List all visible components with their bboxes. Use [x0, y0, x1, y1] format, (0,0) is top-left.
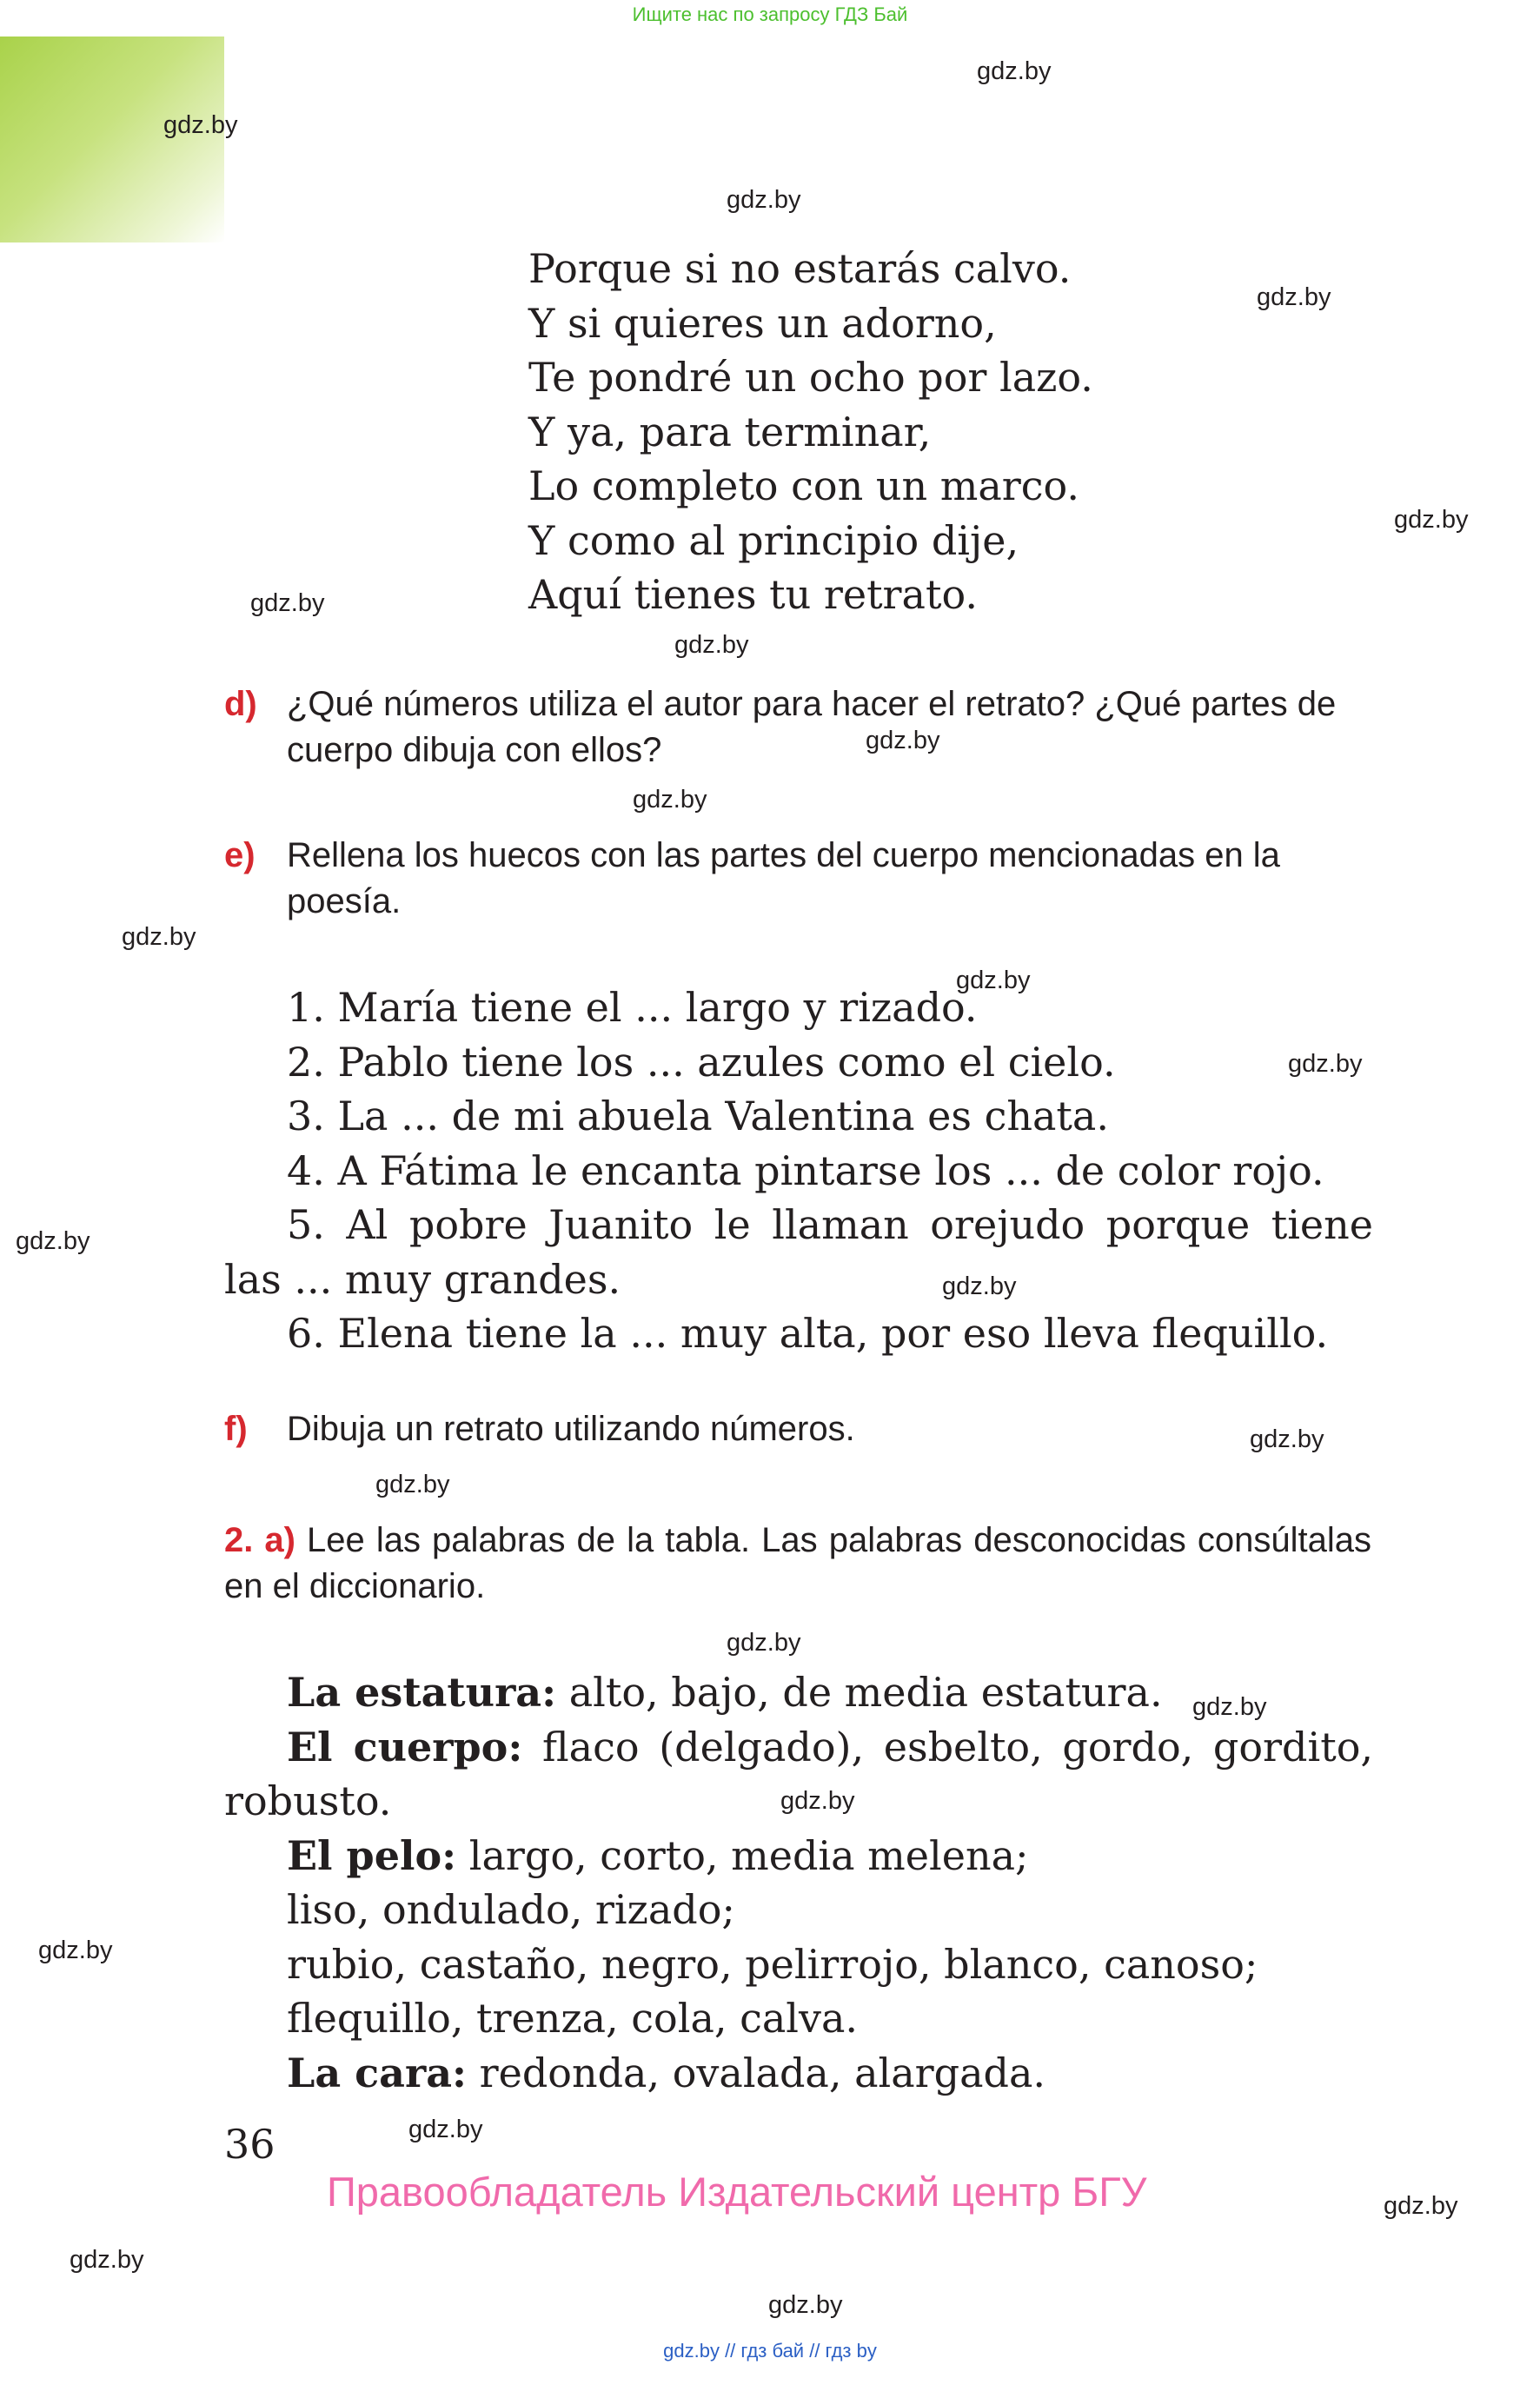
watermark: gdz.by [768, 2291, 843, 2319]
task-label: f) [224, 1410, 248, 1448]
vocab-term: El pelo: [287, 1831, 457, 1879]
vocab-words: flaco (delgado), esbelto, gordo, gordito, [542, 1723, 1374, 1770]
watermark: gdz.by [16, 1227, 90, 1255]
task-label: e) [224, 836, 256, 874]
poem-line: Te pondré un ocho por lazo. [528, 354, 1093, 401]
vocab-term: La cara: [287, 2049, 467, 2096]
poem-line: Porque si no estarás calvo. [528, 245, 1072, 292]
task-d [224, 681, 1371, 774]
watermark: gdz.by [1288, 1050, 1363, 1078]
watermark: gdz.by [375, 1471, 450, 1498]
watermark: gdz.by [1192, 1693, 1267, 1721]
watermark: gdz.by [408, 2116, 483, 2143]
list-item: 5. Al pobre Juanito le llaman orejudo porque tiene [287, 1201, 1373, 1248]
watermark: gdz.by [942, 1272, 1017, 1300]
task-text: Dibuja un retrato utilizando números. [287, 1410, 855, 1448]
list-item: 3. La ... de mi abuela Valentina es chata. [287, 1093, 1109, 1139]
watermark: gdz.by [38, 1937, 113, 1964]
poem-line: Y como al principio dije, [528, 516, 1019, 564]
watermark: gdz.by [70, 2246, 144, 2274]
task-label: d) [224, 685, 257, 723]
vocab-pelo-line: liso, ondulado, rizado; [287, 1886, 735, 1933]
copyright-holder: Правообладатель Издательский центр БГУ [327, 2169, 1147, 2215]
vocab-words: redonda, ovalada, alargada. [479, 2049, 1045, 2096]
watermark: gdz.by [1384, 2192, 1458, 2220]
watermark: gdz.by [780, 1787, 855, 1815]
vocab-pelo [224, 1829, 1373, 1883]
poem-line: Y ya, para terminar, [528, 408, 932, 455]
task-text: Rellena los huecos con las partes del cuerpo mencionadas en la poesía. [287, 836, 1280, 920]
poem-line: Aquí tienes tu retrato. [528, 571, 978, 618]
task-label: 2. a) [224, 1521, 295, 1559]
task-text: Lee las palabras de la tabla. Las palabras desconocidas consúltalas en el diccionario. [224, 1521, 1371, 1605]
footer-links[interactable]: gdz.by // гдз бай // гдз by [663, 2340, 877, 2362]
vocab-pelo-line: flequillo, trenza, cola, calva. [287, 1995, 859, 2042]
task-2a [224, 1518, 1371, 1610]
task-f [224, 1406, 1371, 1452]
watermark: gdz.by [866, 727, 940, 754]
watermark: gdz.by [633, 786, 707, 814]
vocab-estatura [224, 1665, 1373, 1720]
watermark: gdz.by [674, 631, 749, 659]
search-banner[interactable]: Ищите нас по запросу ГДЗ Бай [632, 3, 908, 25]
task-e [224, 833, 1371, 925]
poem [528, 242, 1093, 622]
list-item: 1. María tiene el ... largo y rizado. [287, 984, 978, 1031]
watermark: gdz.by [977, 57, 1052, 85]
vocab-term: La estatura: [287, 1669, 557, 1716]
list-item-continuation: las ... muy grandes. [224, 1255, 621, 1303]
watermark: gdz.by [956, 967, 1031, 994]
watermark: gdz.by [250, 589, 325, 617]
watermark: gdz.by [163, 111, 238, 139]
vocabulary-list [224, 1665, 1373, 2100]
task-text: ¿Qué números utiliza el autor para hacer el retrato? ¿Qué partes de cuerpo dibuja con ellos? [287, 685, 1337, 769]
vocab-words: alto, bajo, de media estatura. [568, 1669, 1163, 1716]
watermark: gdz.by [727, 1629, 801, 1657]
page-number: 36 [224, 2121, 275, 2168]
vocab-term: El cuerpo: [287, 1723, 523, 1770]
list-item: 2. Pablo tiene los ... azules como el cielo. [287, 1038, 1116, 1086]
vocab-cuerpo-continuation: robusto. [224, 1777, 392, 1824]
vocab-cara [224, 2046, 1373, 2101]
exercise-list [224, 980, 1373, 1361]
poem-line: Lo completo con un marco. [528, 462, 1080, 509]
list-item: 4. A Fátima le encanta pintarse los ... de color rojo. [287, 1146, 1324, 1194]
vocab-pelo-line: rubio, castaño, negro, pelirrojo, blanco, canoso; [287, 1940, 1258, 1988]
watermark: gdz.by [1257, 283, 1331, 311]
watermark: gdz.by [1250, 1425, 1324, 1453]
vocab-words: largo, corto, media melena; [468, 1831, 1029, 1879]
vocab-cuerpo [224, 1720, 1373, 1775]
list-item: 6. Elena tiene la ... muy alta, por eso lleva flequillo. [287, 1310, 1329, 1357]
watermark: gdz.by [122, 923, 196, 951]
watermark: gdz.by [1394, 506, 1469, 534]
poem-line: Y si quieres un adorno, [528, 299, 997, 347]
watermark: gdz.by [727, 186, 801, 214]
